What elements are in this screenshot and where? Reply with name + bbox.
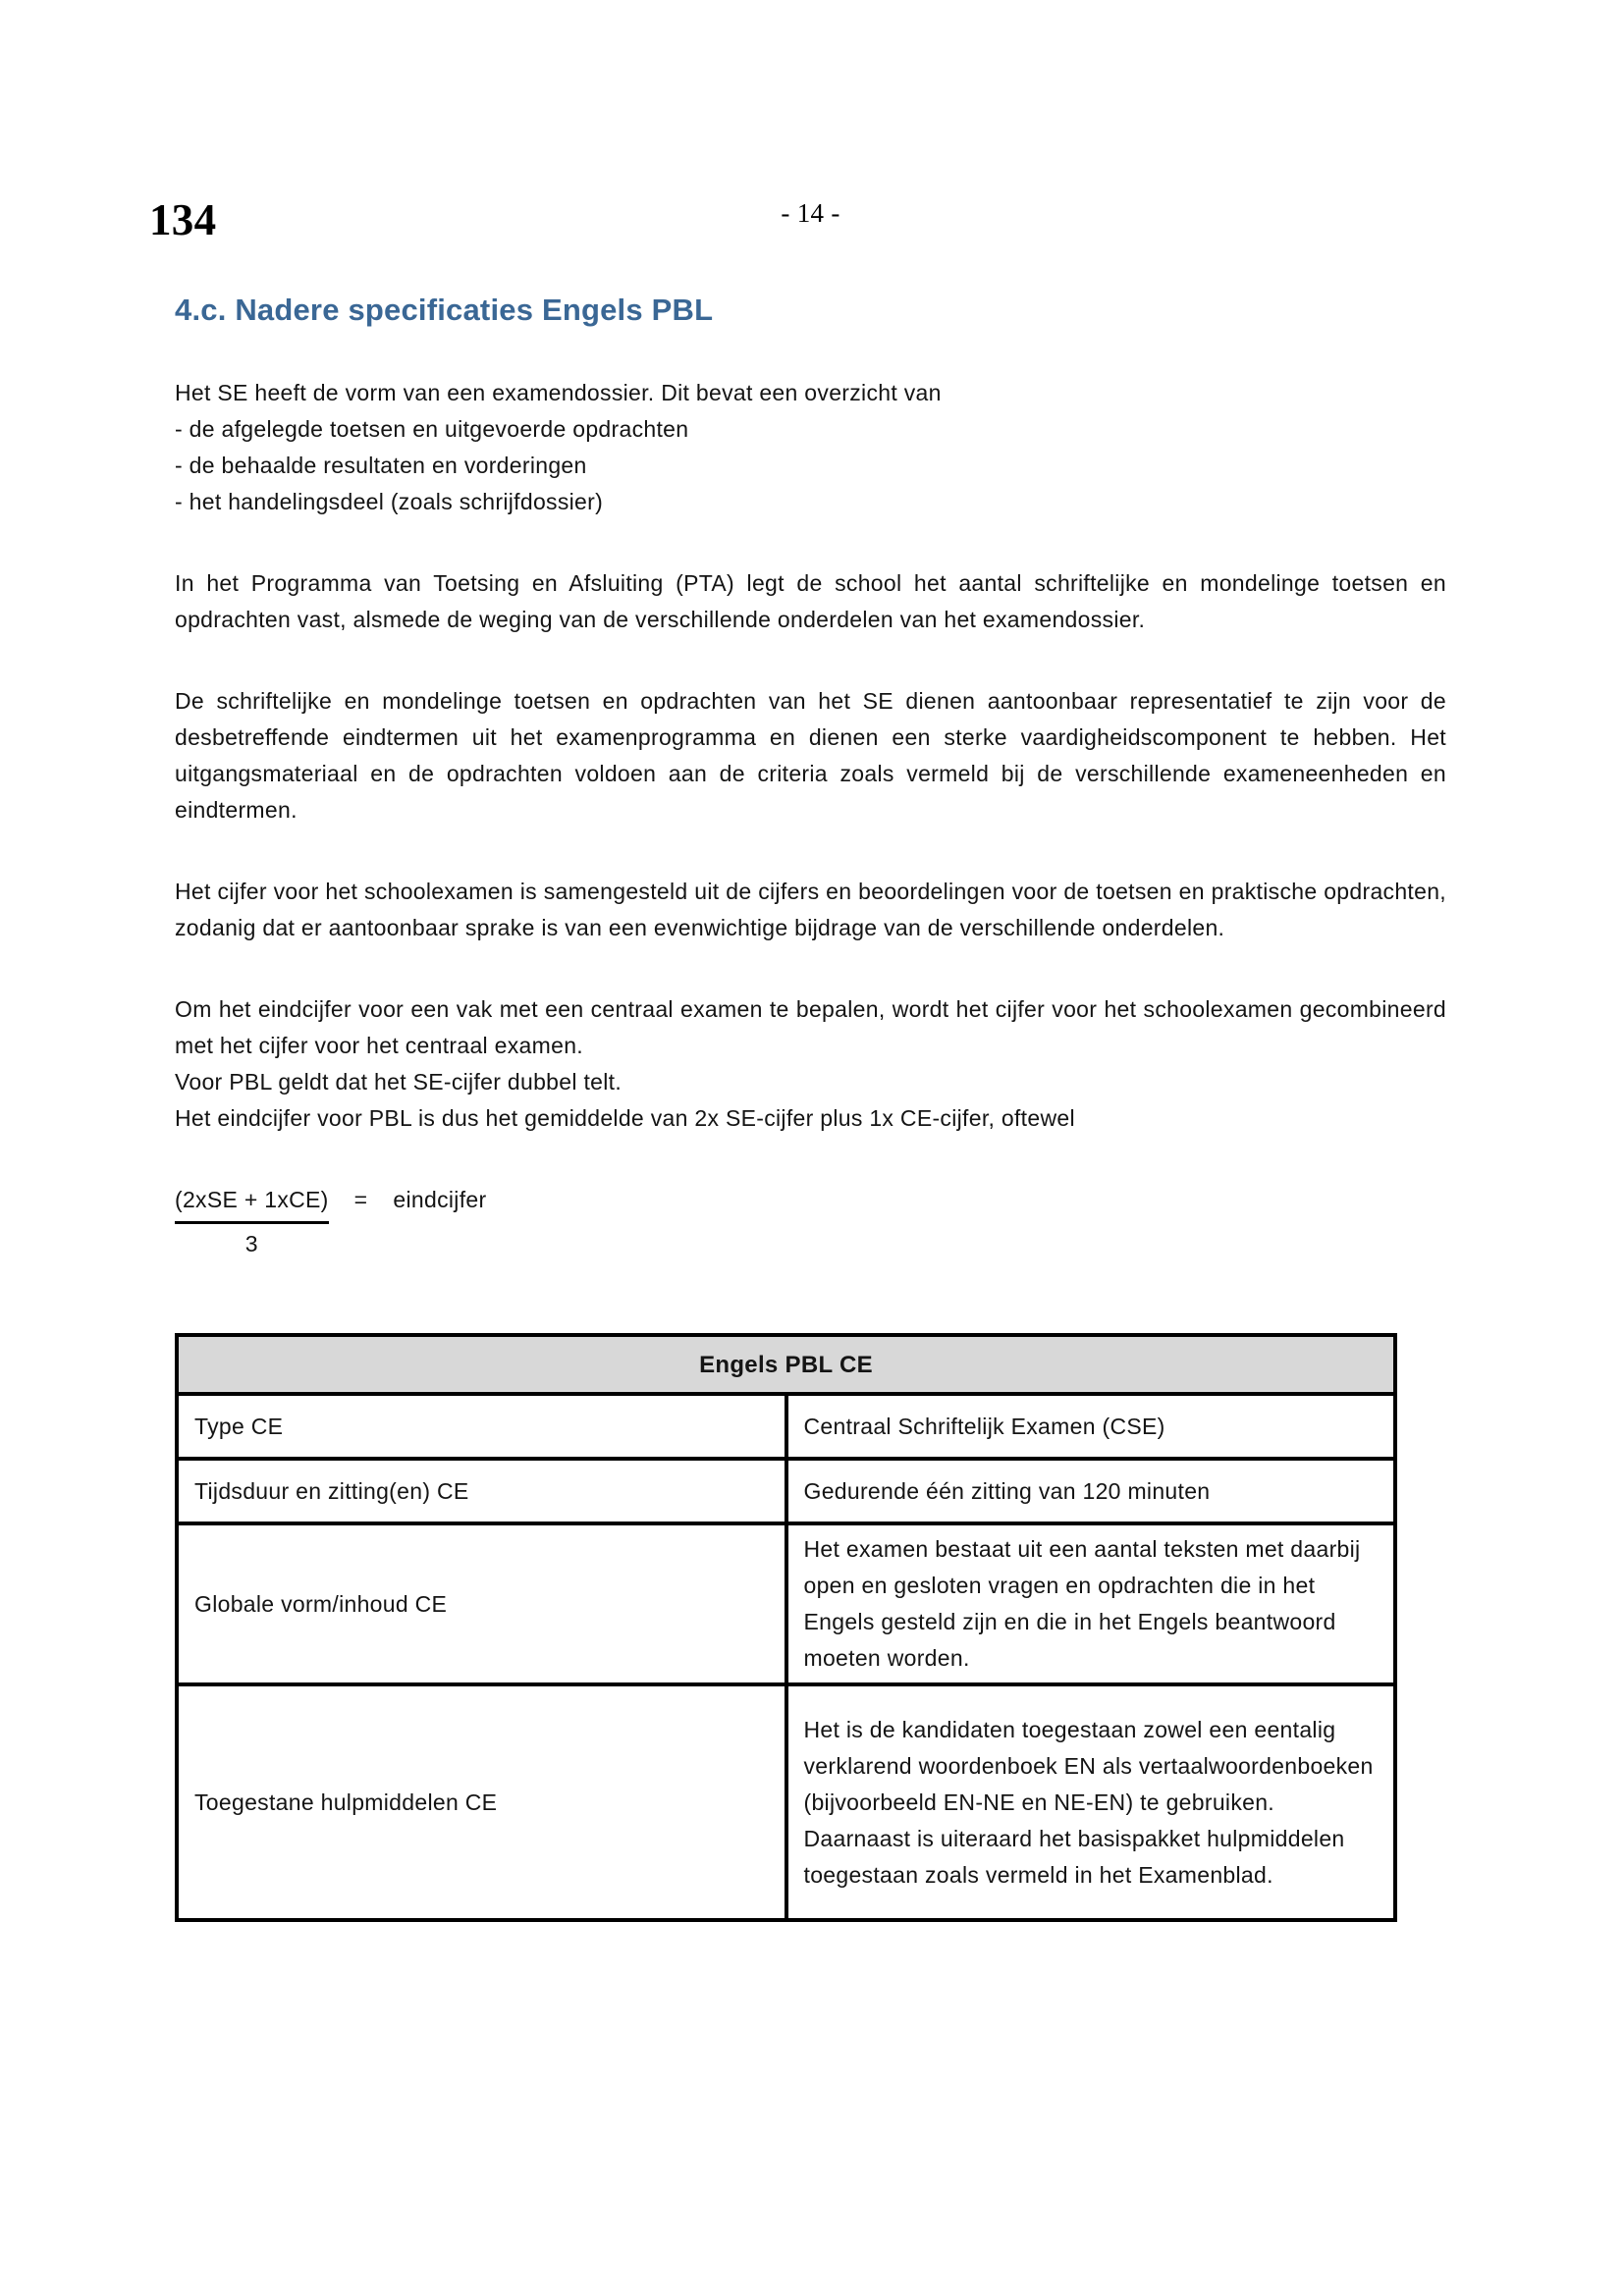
paragraph-pta: In het Programma van Toetsing en Afsluiting (PTA) legt de school het aantal schriftelijke en mondelinge toetsen en opdrachten vast, alsmede de weging van de verschillende onderdelen van het examendossier. — [175, 570, 1446, 632]
table-row-tijdsduur — [177, 1459, 1395, 1523]
row-label: Tijdsduur en zitting(en) CE — [177, 1459, 786, 1523]
eindcijfer-line-1: Om het eindcijfer voor een vak met een centraal examen te bepalen, wordt het cijfer voor het schoolexamen gecombineerd met het cijfer voor het centraal examen. — [175, 996, 1446, 1058]
formula-denominator: 3 — [244, 1231, 258, 1256]
intro-lead: Het SE heeft de vorm van een examendossier. Dit bevat een overzicht van — [175, 380, 942, 405]
paragraph-cijfer: Het cijfer voor het schoolexamen is samengesteld uit de cijfers en beoordelingen voor de toetsen en praktische opdrachten, zodanig dat er aantoonbaar sprake is van een evenwichtige bijdrage van de verschillende onderdelen. — [175, 879, 1446, 940]
eindcijfer-line-2: Voor PBL geldt dat het SE-cijfer dubbel telt. — [175, 1069, 623, 1095]
ce-specification-table — [175, 1333, 1397, 1922]
formula-equals-sign: = — [353, 1187, 368, 1212]
row-value: Het examen bestaat uit een aantal teksten met daarbij open en gesloten vragen en opdrachten die in het Engels gesteld zijn en die in het Engels beantwoord moeten worden. — [786, 1523, 1396, 1684]
table-row-hulpmiddelen — [177, 1684, 1395, 1920]
page-number-left: 134 — [149, 195, 217, 244]
intro-bullet-1: - de afgelegde toetsen en uitgevoerde opdrachten — [175, 416, 689, 442]
paragraph-eindcijfer — [175, 991, 1446, 1137]
intro-paragraph — [175, 375, 1446, 520]
row-value: Gedurende één zitting van 120 minuten — [786, 1459, 1396, 1523]
intro-bullet-3: - het handelingsdeel (zoals schrijfdossier) — [175, 489, 604, 514]
formula-result: eindcijfer — [393, 1187, 487, 1212]
row-label: Type CE — [177, 1394, 786, 1459]
paragraph-toetsen: De schriftelijke en mondelinge toetsen en opdrachten van het SE dienen aantoonbaar representatief te zijn voor de desbetreffende eindtermen uit het examenprogramma en dienen een sterke vaardigheidscomponent te hebben. Het uitgangsmateriaal en de opdrachten voldoen aan de criteria zoals vermeld bij de verschillende exameneenheden en eindtermen. — [175, 688, 1446, 823]
page-number-center: - 14 - — [781, 198, 840, 228]
row-value: Centraal Schriftelijk Examen (CSE) — [786, 1394, 1396, 1459]
table-title: Engels PBL CE — [177, 1335, 1395, 1394]
formula — [175, 1182, 1446, 1262]
table-title-row — [177, 1335, 1395, 1394]
formula-numerator: (2xSE + 1xCE) — [175, 1182, 329, 1224]
table-row-globale-vorm — [177, 1523, 1395, 1684]
eindcijfer-line-3: Het eindcijfer voor PBL is dus het gemiddelde van 2x SE-cijfer plus 1x CE-cijfer, oftewel — [175, 1105, 1075, 1131]
row-label: Toegestane hulpmiddelen CE — [177, 1684, 786, 1920]
row-value: Het is de kandidaten toegestaan zowel een eentalig verklarend woordenboek EN als vertaalwoordenboeken (bijvoorbeeld EN-NE en NE-EN) te gebruiken. Daarnaast is uiteraard het basispakket hulpmiddelen toegestaan zoals vermeld in het Examenblad. — [786, 1684, 1396, 1920]
page-header — [149, 195, 1446, 247]
section-heading: 4.c. Nadere specificaties Engels PBL — [175, 293, 714, 327]
formula-fraction — [175, 1182, 329, 1262]
intro-bullet-2: - de behaalde resultaten en vorderingen — [175, 453, 587, 478]
table-row-type-ce — [177, 1394, 1395, 1459]
row-label: Globale vorm/inhoud CE — [177, 1523, 786, 1684]
